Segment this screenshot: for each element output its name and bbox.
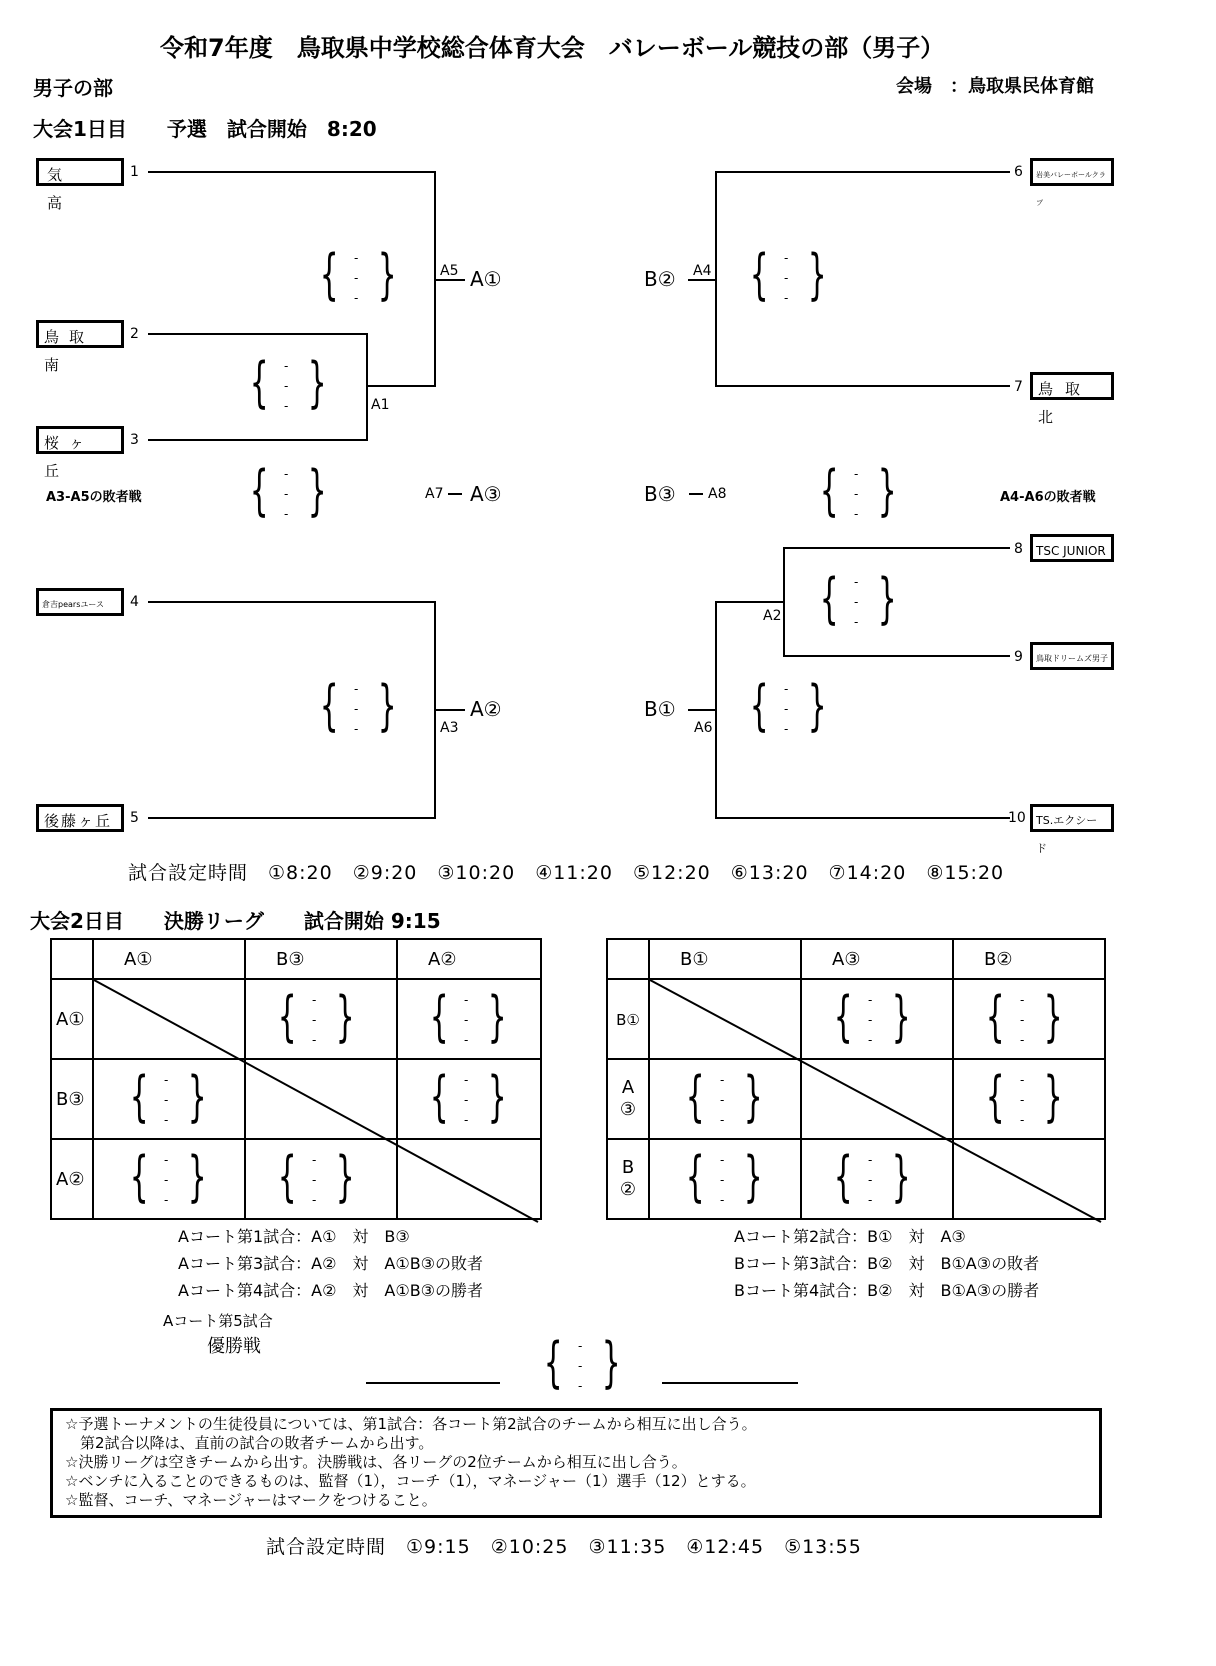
day1-match-times: 試合設定時間 ①8:20 ②9:20 ③10:20 ④11:20 ⑤12:20 ⑥13:20 ⑦14:20 ⑧15:20 xyxy=(128,862,1005,884)
match-label-a2: A2 xyxy=(763,608,782,624)
court-b-match-2: Aコート第2試合：B① 対 A③ xyxy=(734,1227,966,1246)
score-box: { - - - } xyxy=(429,1065,507,1128)
score-box: { - - - } xyxy=(833,1145,911,1208)
score-box: { - - - } xyxy=(319,674,397,737)
seed-label-b1: B① xyxy=(644,697,676,721)
team-number-2: 2 xyxy=(130,326,139,342)
league-a-row-1: A① xyxy=(56,1008,85,1030)
team-box-5: 後藤ヶ丘 xyxy=(36,804,124,832)
score-box: { - - - } xyxy=(129,1145,207,1208)
team-number-7: 7 xyxy=(1014,379,1023,395)
team-box-9: 鳥取ドリームズ男子 xyxy=(1030,642,1114,670)
team-box-3: 桜ヶ丘 xyxy=(36,426,124,454)
league-a-col-3: A② xyxy=(428,948,457,970)
note-line: ☆監督、コーチ、マネージャーはマークをつけること。 xyxy=(65,1491,437,1509)
score-box: { - - - } xyxy=(819,567,897,630)
team-box-4: 倉吉pearsユース xyxy=(36,588,124,616)
score-box: { - - - } xyxy=(749,243,827,306)
final-score-box: { - - - } xyxy=(543,1331,621,1394)
team-box-10: TS.エクシード xyxy=(1030,804,1114,832)
league-b-col-3: B② xyxy=(984,948,1013,970)
match-label-a3: A3 xyxy=(440,720,459,736)
final-label: 優勝戦 xyxy=(207,1336,261,1357)
league-b-row-3: B ② xyxy=(619,1157,637,1200)
seed-label-b2: B② xyxy=(644,267,676,291)
score-box: { - - - } xyxy=(985,1065,1063,1128)
team-number-9: 9 xyxy=(1014,649,1023,665)
court-a-match-4: Aコート第4試合：A② 対 A①B③の勝者 xyxy=(178,1281,484,1300)
day1-heading: 大会1日目 予選 試合開始 8:20 xyxy=(33,117,377,141)
match-label-a1: A1 xyxy=(371,397,390,413)
match-label-a7: A7 xyxy=(425,486,444,502)
score-box: { - - - } xyxy=(833,985,911,1048)
league-a-row-3: A② xyxy=(56,1168,85,1190)
match-label-a8: A8 xyxy=(708,486,727,502)
note-line: 第2試合以降は、直前の試合の敗者チームから出す。 xyxy=(65,1434,434,1452)
score-box: { - - - } xyxy=(249,459,327,522)
score-box: { - - - } xyxy=(249,351,327,414)
score-box: { - - - } xyxy=(685,1065,763,1128)
team-number-6: 6 xyxy=(1014,164,1023,180)
match-label-a5: A5 xyxy=(440,263,459,279)
score-box: { - - - } xyxy=(129,1065,207,1128)
seed-label-a3: A③ xyxy=(470,482,502,506)
team-number-4: 4 xyxy=(130,594,139,610)
match-label-a4: A4 xyxy=(693,263,712,279)
team-number-3: 3 xyxy=(130,432,139,448)
final-lines xyxy=(0,0,10,10)
team-number-1: 1 xyxy=(130,164,139,180)
court-b-match-3: Bコート第3試合：B② 対 B①A③の敗者 xyxy=(734,1254,1040,1273)
league-b-row-1: B① xyxy=(616,1010,640,1029)
team-number-10: 10 xyxy=(1008,810,1026,826)
league-a-col-2: B③ xyxy=(276,948,305,970)
score-box: { - - - } xyxy=(429,985,507,1048)
score-box: { - - - } xyxy=(749,674,827,737)
league-a-diagonal xyxy=(0,0,500,250)
league-b-col-1: B① xyxy=(680,948,709,970)
venue-label: 会場 ：鳥取県民体育館 xyxy=(896,76,1094,97)
team-box-8: TSC JUNIOR xyxy=(1030,534,1114,562)
seed-label-a1: A① xyxy=(470,267,502,291)
day2-heading: 大会2日目 決勝リーグ 試合開始 9:15 xyxy=(30,909,441,933)
day2-match-times: 試合設定時間 ①9:15 ②10:25 ③11:35 ④12:45 ⑤13:55 xyxy=(266,1536,862,1558)
league-b-col-2: A③ xyxy=(832,948,861,970)
score-box: { - - - } xyxy=(685,1145,763,1208)
score-box: { - - - } xyxy=(319,243,397,306)
league-a-row-2: B③ xyxy=(56,1088,85,1110)
note-line: ☆ベンチに入ることのできるものは、監督（1），コーチ（1），マネージャー（1）選手（12）とする。 xyxy=(65,1472,756,1490)
notes-box xyxy=(50,1408,1102,1518)
note-line: ☆決勝リーグは空きチームから出す。決勝戦は、各リーグの2位チームから相互に出し合う。 xyxy=(65,1453,687,1471)
section-label: 男子の部 xyxy=(33,76,113,100)
team-number-8: 8 xyxy=(1014,541,1023,557)
score-box: { - - - } xyxy=(819,459,897,522)
court-a-match-3: Aコート第3試合：A② 対 A①B③の敗者 xyxy=(178,1254,484,1273)
league-b-row-2: A ③ xyxy=(619,1077,637,1120)
team-number-5: 5 xyxy=(130,810,139,826)
team-box-6: 岩美バレーボールクラブ xyxy=(1030,158,1114,186)
league-a-col-1: A① xyxy=(124,948,153,970)
losers-match-right: A4-A6の敗者戦 xyxy=(1000,490,1096,505)
seed-label-a2: A② xyxy=(470,697,502,721)
seed-label-b3: B③ xyxy=(644,482,676,506)
team-box-7: 鳥取北 xyxy=(1030,372,1114,400)
final-court-label: Aコート第5試合 xyxy=(163,1312,273,1330)
score-box: { - - - } xyxy=(985,985,1063,1048)
court-a-match-1: Aコート第1試合：A① 対 B③ xyxy=(178,1227,410,1246)
team-box-2: 鳥取南 xyxy=(36,320,124,348)
team-box-1: 気 高 xyxy=(36,158,124,186)
page-title: 令和7年度 鳥取県中学校総合体育大会 バレーボール競技の部（男子） xyxy=(160,34,945,62)
score-box: { - - - } xyxy=(277,1145,355,1208)
match-label-a6: A6 xyxy=(694,720,713,736)
losers-match-left: A3-A5の敗者戦 xyxy=(46,490,142,505)
court-b-match-4: Bコート第4試合：B② 対 B①A③の勝者 xyxy=(734,1281,1040,1300)
score-box: { - - - } xyxy=(277,985,355,1048)
note-line: ☆予選トーナメントの生徒役員については、第1試合：各コート第2試合のチームから相互に出し合う。 xyxy=(65,1415,757,1433)
